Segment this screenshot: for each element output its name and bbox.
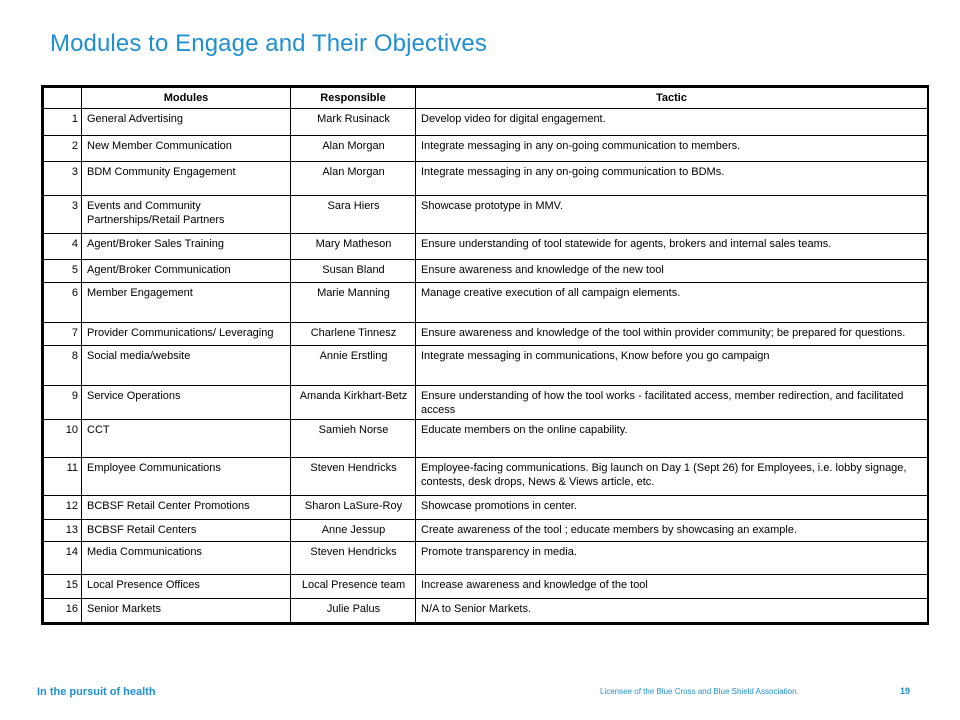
row-number: 16 [44,599,82,623]
tactic-cell: Ensure awareness and knowledge of the new tool [416,260,928,283]
row-number: 4 [44,234,82,260]
header-tactic: Tactic [416,88,928,109]
module-cell: Provider Communications/ Leveraging [82,323,291,346]
module-cell: Member Engagement [82,283,291,323]
responsible-cell: Alan Morgan [291,162,416,196]
tactic-cell: Ensure understanding of how the tool works - facilitated access, member redirection, and facilitated access [416,386,928,420]
table-row [44,196,928,234]
module-cell: Agent/Broker Communication [82,260,291,283]
row-number: 2 [44,136,82,162]
table-row [44,109,928,136]
tactic-cell: Showcase prototype in MMV. [416,196,928,234]
tactic-cell: Educate members on the online capability. [416,420,928,458]
responsible-cell: Charlene Tinnesz [291,323,416,346]
modules-table-container [41,85,929,625]
table-row [44,234,928,260]
tactic-cell: Create awareness of the tool ; educate members by showcasing an example. [416,520,928,542]
page-number: 19 [900,686,911,696]
row-number: 3 [44,196,82,234]
table-row [44,420,928,458]
module-cell: Media Communications [82,542,291,575]
table-row [44,323,928,346]
row-number: 5 [44,260,82,283]
table-row [44,542,928,575]
module-cell: Senior Markets [82,599,291,623]
tactic-cell: Integrate messaging in any on-going communication to members. [416,136,928,162]
module-cell: Employee Communications [82,458,291,496]
responsible-cell: Steven Hendricks [291,458,416,496]
module-cell: BDM Community Engagement [82,162,291,196]
responsible-cell: Amanda Kirkhart-Betz [291,386,416,420]
row-number: 10 [44,420,82,458]
responsible-cell: Marie Manning [291,283,416,323]
module-cell: New Member Communication [82,136,291,162]
tactic-cell: Integrate messaging in any on-going communication to BDMs. [416,162,928,196]
tactic-cell: Increase awareness and knowledge of the tool [416,575,928,599]
table-row [44,575,928,599]
module-cell: BCBSF Retail Center Promotions [82,496,291,520]
table-row [44,496,928,520]
module-cell: BCBSF Retail Centers [82,520,291,542]
table-row [44,386,928,420]
responsible-cell: Steven Hendricks [291,542,416,575]
table-row [44,520,928,542]
row-number: 7 [44,323,82,346]
row-number: 15 [44,575,82,599]
table-row [44,162,928,196]
tactic-cell: Ensure understanding of tool statewide for agents, brokers and internal sales teams. [416,234,928,260]
responsible-cell: Alan Morgan [291,136,416,162]
table-row [44,136,928,162]
header-responsible: Responsible [291,88,416,109]
row-number: 9 [44,386,82,420]
tactic-cell: Showcase promotions in center. [416,496,928,520]
table-row [44,599,928,623]
responsible-cell: Susan Bland [291,260,416,283]
module-cell: Events and Community Partnerships/Retail Partners [82,196,291,234]
table-header-row [44,88,928,109]
responsible-cell: Sharon LaSure-Roy [291,496,416,520]
responsible-cell: Local Presence team [291,575,416,599]
tactic-cell: Develop video for digital engagement. [416,109,928,136]
responsible-cell: Mark Rusinack [291,109,416,136]
table-row [44,346,928,386]
module-cell: Social media/website [82,346,291,386]
page-title: Modules to Engage and Their Objectives [50,30,487,57]
tactic-cell: Ensure awareness and knowledge of the tool within provider community; be prepared for questions. [416,323,928,346]
row-number: 11 [44,458,82,496]
module-cell: Agent/Broker Sales Training [82,234,291,260]
module-cell: CCT [82,420,291,458]
tactic-cell: Employee-facing communications. Big launch on Day 1 (Sept 26) for Employees, i.e. lobby signage, contests, desk drops, News & Views article, etc. [416,458,928,496]
module-cell: Service Operations [82,386,291,420]
tactic-cell: N/A to Senior Markets. [416,599,928,623]
responsible-cell: Annie Erstling [291,346,416,386]
table-row [44,458,928,496]
module-cell: Local Presence Offices [82,575,291,599]
responsible-cell: Mary Matheson [291,234,416,260]
responsible-cell: Samieh Norse [291,420,416,458]
row-number: 8 [44,346,82,386]
tactic-cell: Promote transparency in media. [416,542,928,575]
responsible-cell: Anne Jessup [291,520,416,542]
footer-tagline: In the pursuit of health [37,686,156,698]
footer-license: Licensee of the Blue Cross and Blue Shield Association. [600,687,799,696]
table-row [44,283,928,323]
row-number: 3 [44,162,82,196]
table-body [44,109,928,623]
row-number: 6 [44,283,82,323]
row-number: 14 [44,542,82,575]
table-row [44,260,928,283]
header-number [44,88,82,109]
module-cell: General Advertising [82,109,291,136]
responsible-cell: Sara Hiers [291,196,416,234]
header-modules: Modules [82,88,291,109]
responsible-cell: Julie Palus [291,599,416,623]
modules-table [43,87,928,623]
tactic-cell: Integrate messaging in communications, Know before you go campaign [416,346,928,386]
row-number: 12 [44,496,82,520]
tactic-cell: Manage creative execution of all campaign elements. [416,283,928,323]
row-number: 1 [44,109,82,136]
row-number: 13 [44,520,82,542]
